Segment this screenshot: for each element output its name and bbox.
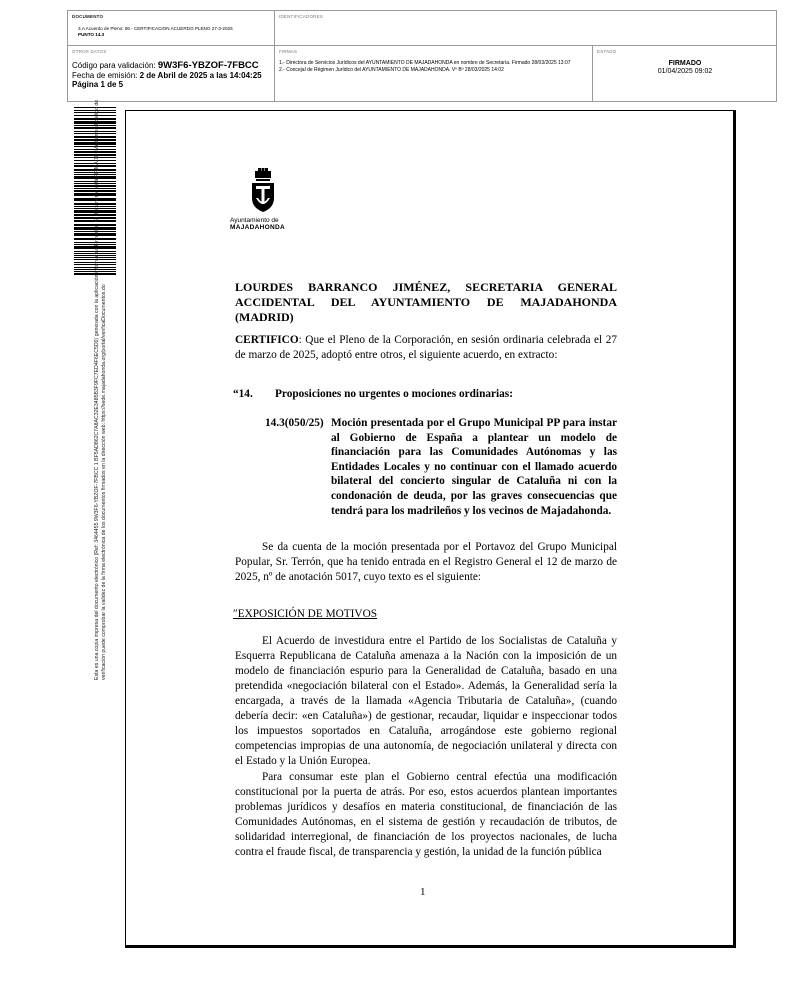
coat-of-arms-icon <box>248 168 278 214</box>
section-title: Proposiciones no urgentes o mociones ordinarias: <box>275 388 513 400</box>
documento-cell <box>68 11 275 46</box>
certifico-label: CERTIFICO <box>235 334 299 346</box>
verification-line1: Esta es una copia impresa del documento electrónico (Ref: 3464455 9W3F6-YBZOF-7FBCC 1 BF5AD862C7A8AC32E3485B3F9FC7ED4F6EC5D0) generada con la aplicación informática Firmadoc. El documento está FIRMADO. Mediante el código de <box>94 99 100 680</box>
certifico-text: : Que el Pleno de la Corporación, en sesión ordinaria celebrada el 27 de marzo de 2025, adoptó entre otros, el siguiente acuerdo, en extracto: <box>235 334 617 361</box>
emission-date-prefix: Fecha de emisión: <box>72 70 138 80</box>
page-number: 1 <box>420 886 426 898</box>
paragraph-2: Para consumar este plan el Gobierno central efectúa una modificación constitucional por la puerta de atrás. Por eso, estos acuerdos plantean importantes problemas jurídicos y desafíos en materia constitucional, de financiación de las Comunidades Autónomas, en el sistema de gestión y recaudación de tributos, de solidaridad interregional, de financiación de los proyectos nacionales, de lucha contra el fraude fiscal, de transparencia y gestión, la unidad de la función pública <box>235 771 617 858</box>
signature-2: 2.- Concejal de Régimen Jurídico del AYUNTAMIENTO DE MAJADAHONDA. Vº Bº 28/03/2025 14:02 <box>279 67 504 73</box>
section-number: “14. <box>233 388 253 400</box>
firmas-content <box>279 60 589 74</box>
municipal-logo <box>230 168 310 231</box>
identificadores-cell <box>275 11 777 46</box>
logo-line1: Ayuntamiento de <box>230 217 279 224</box>
status-badge: FIRMADO <box>668 60 702 67</box>
certifico-paragraph <box>235 333 617 363</box>
firmas-label: FIRMAS <box>279 49 298 54</box>
verification-side-text <box>94 80 114 680</box>
validation-code-line <box>72 61 262 71</box>
validation-code: 9W3F6-YBZOF-7FBCC <box>157 60 259 71</box>
section-heading <box>233 388 513 400</box>
otros-datos-label: OTROS DATOS <box>72 49 107 54</box>
estado-label: ESTADO <box>597 49 617 54</box>
estado-content <box>593 60 777 76</box>
status-date: 01/04/2025 09:02 <box>657 68 713 75</box>
document-heading <box>235 280 617 325</box>
exposicion-title: ″EXPOSICIÓN DE MOTIVOS <box>233 608 378 620</box>
emission-date-line <box>72 71 262 81</box>
documento-line2: PUNTO 14.3 <box>78 32 105 37</box>
documento-description <box>78 26 233 38</box>
motion-number: 14.3(050/25) <box>265 417 324 429</box>
paragraph-1: El Acuerdo de investidura entre el Partido de los Socialistas de Cataluña y Esquerra Republicana de Cataluña amenaza a la Nación con la imposición de un modelo de financiación espurio para la Generalidad de Cataluña, basado en una pretendida «negociación bilateral con el Estado». Además, la Generalidad sería la encargada, a través de la llamada «Agencia Tributaria de Cataluña», (cuando debería decir: «en Cataluña») de gestionar, recaudar, liquidar e inspeccionar todos los impuestos soportados en Cataluña, arrogándose este gobierno regional competencias impropias de una autonomía, de negociación unilateral y directa con el Estado y la Unión Europea. <box>235 635 617 767</box>
firmas-cell <box>275 46 593 102</box>
heading-line1: LOURDES BARRANCO JIMÉNEZ, SECRETARIA GENERAL <box>235 280 617 294</box>
paragraph-cuenta: Se da cuenta de la moción presentada por el Portavoz del Grupo Municipal Popular, Sr. Terrón, que ha tenido entrada en el Registro General el 12 de marzo de 2025, nº de anotación 5017, cuyo texto es el siguiente: <box>235 541 617 583</box>
motion-title: Moción presentada por el Grupo Municipal PP para instar al Gobierno de España a plantear un modelo de financiación para las Comunidades Autónomas y las Entidades Locales y no continuar con el llamado acuerdo bilateral del concierto singular de Cataluña ni con la condonación de deuda, por las graves consecuencias que tendrá para los madrileños y los vecinos de Majadahonda. <box>331 417 617 517</box>
documento-label: DOCUMENTO <box>72 14 104 19</box>
heading-line2: ACCIDENTAL DEL AYUNTAMIENTO DE MAJADAHONDA (MADRID) <box>235 295 617 324</box>
emission-date: 2 de Abril de 2025 a las 14:04:25 <box>139 70 262 80</box>
verification-line2: verificación puede comprobar la validez de la firma electrónica de los documentos firmados en la dirección web: https://sede.majadahonda.org/portal/verificaDocumentos.do <box>101 284 107 680</box>
documento-line1: 3.A Acuerdo de Pleno: 06.- CERTIFICACION ACUERDO PLENO 27-3-2025 <box>78 26 233 31</box>
identificadores-label: IDENTIFICADORES <box>279 14 324 19</box>
signature-1: 1.- Directora de Servicios Jurídicos del AYUNTAMIENTO DE MAJADAHONDA en nombre de Secretaría. Firmado 28/03/2025 13:07 <box>279 60 571 66</box>
validation-code-prefix: Código para validación: <box>72 61 156 70</box>
logo-line2: MAJADAHONDA <box>230 224 285 231</box>
document-metadata-header <box>67 10 777 102</box>
estado-cell <box>593 46 777 102</box>
page-count: Página 1 de 5 <box>72 80 124 89</box>
